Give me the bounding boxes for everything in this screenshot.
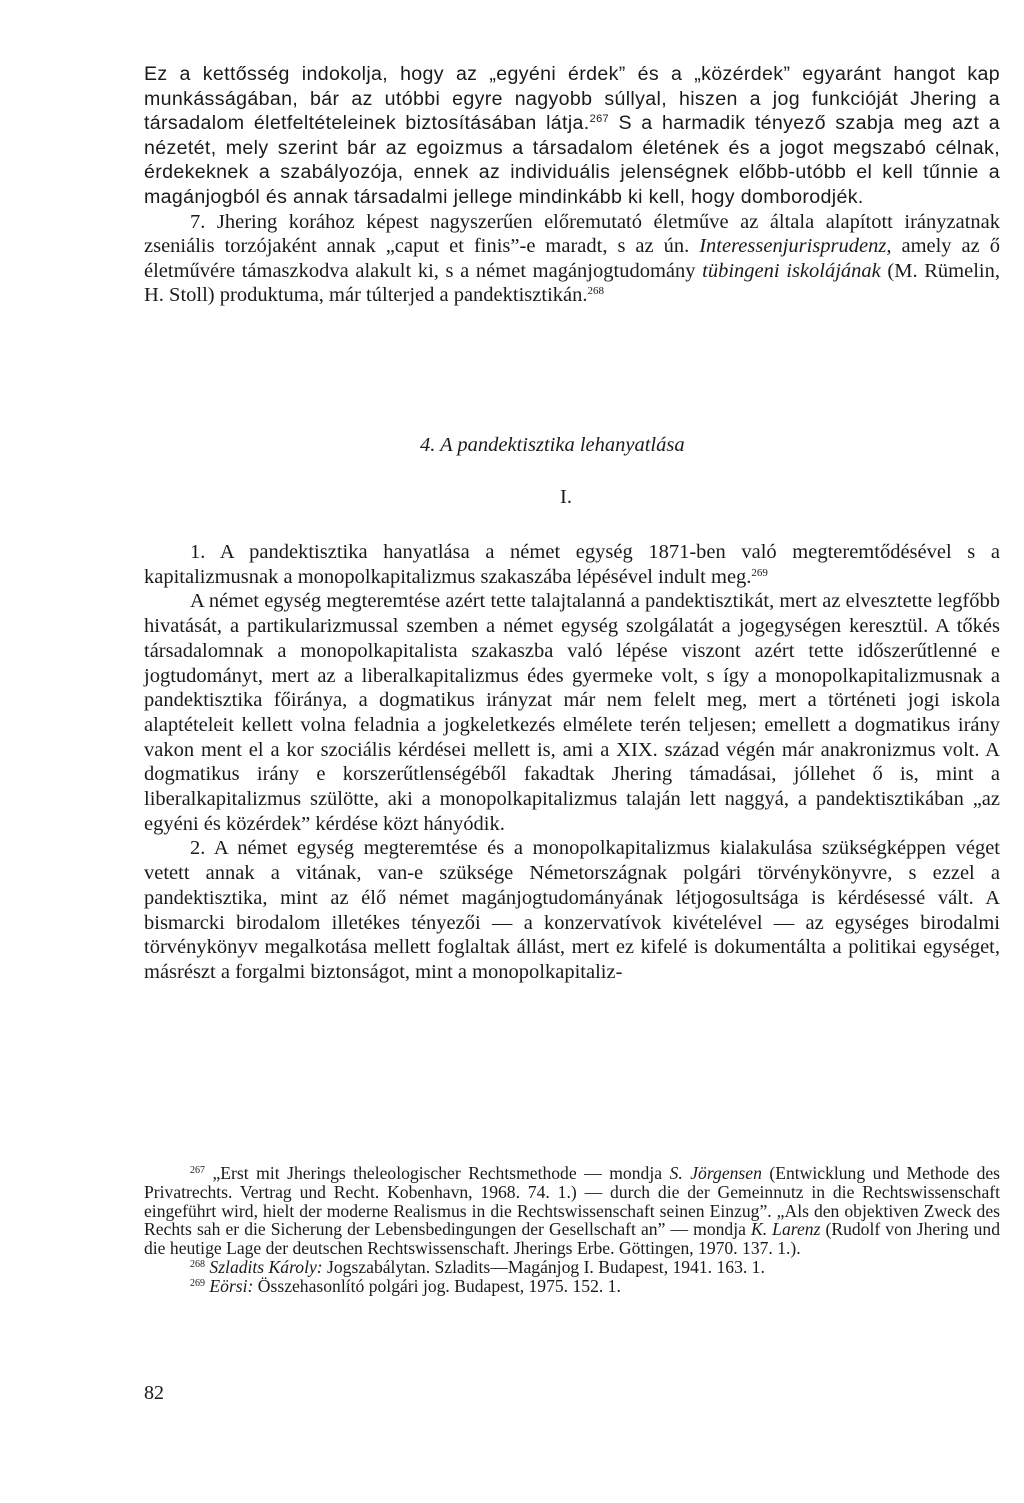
intro-text-block	[144, 62, 1000, 308]
paragraph-point-2: 2. A német egység megteremtése és a monopolkapitalizmus kialakulása szükségképpen véget vetett annak a vitának, van-e szüksége Németországnak polgári törvénykönyvre, s ezzel a pandektisztika, mint az élő német magánjogtudományának létjogosultsága is kérdésessé vált. A bismarcki birodalom illetékes tényezői — a konzervatívok kivételével — az egységes birodalmi törvénykönyv megalkotása mellett foglaltak állást, mert ez kifelé is dokumentálta a politikai egységet, másrészt a forgalmi biztonságot, mint a monopolkapitaliz-	[144, 837, 1000, 983]
footnote-number: 268	[190, 1258, 205, 1270]
footnote-269	[144, 1277, 1000, 1296]
section-text-block	[144, 540, 1000, 985]
footnote-ref-267: 267	[589, 113, 610, 126]
paragraph-text: Ez a kettősség indokolja, hogy az „egyéni érdek” és a „közérdek” egyaránt hangot kap munkásságában, bár az utóbbi egyre nagyobb súllyal, hiszen a jog funkcióját Jhering a társadalom életfeltételeinek biztosításában látja.	[144, 63, 1000, 135]
paragraph-jhering-interests	[144, 62, 1000, 210]
paragraph-text-continued: S a harmadik tényező szabja meg azt a nézetét, mely szerint bár az egoizmus a társadalom életének és a jogot megszabó célnak, érdekeknek a szabályozója, ennek az individuális jelenségnek előbb-utóbb el kell tűnnie a magánjogból és annak társadalmi jellege mindinkább ki kell, hogy domborodjék.	[144, 112, 1000, 208]
footnote-number: 267	[190, 1165, 205, 1176]
paragraph-text: 7. Jhering korához képest nagyszerűen előremutató életműve az általa alapított irányzatnak zseniális torzójaként annak „caput et finis”-e maradt, s az ún.	[144, 210, 1000, 258]
footnote-text: „Erst mit Jherings theleologischer Rechtsmethode — mondja	[205, 1163, 670, 1183]
footnote-268	[144, 1258, 1000, 1277]
footnote-author: Eörsi:	[209, 1275, 254, 1296]
footnote-author-2: K. Larenz	[750, 1219, 821, 1240]
footnote-author: Szladits Károly:	[209, 1256, 323, 1277]
paragraph-point-1	[144, 540, 1000, 589]
paragraph-text: 1. A pandektisztika hanyatlása a német egység 1871-ben való megteremtődésével s a kapitalizmusnak a monopolkapitalizmus szakaszába lépésével indult meg.	[144, 541, 1000, 588]
footnote-ref-269: 269	[751, 566, 768, 579]
footnote-author: S. Jörgensen	[669, 1163, 762, 1183]
footnote-text-continued: (Entwicklung und Methode des Privatrechts. Vertrag und Recht. Kobenhavn, 1968. 74. 1.) — durch die der Gemeinnutz in die Rechtswissenschaft eingeführt wird, hielt der moderne Realismus in die Rechtswissenschaft seinen Einzug”. „Als den objektiven Zweck des Rechts sah er die Sicherung der Lebensbedingungen der Gesellschaft an” — mondja	[144, 1163, 1001, 1240]
paragraph-point-7	[144, 210, 1000, 308]
term-interessenjurisprudenz: Interessenjurisprudenz,	[699, 235, 892, 258]
footnote-number: 269	[190, 1277, 205, 1289]
paragraph-text-continued: amely az ő életművére támaszkodva alakult ki, s a német magánjogtudomány	[144, 235, 1000, 282]
subsection-numeral: I.	[560, 486, 572, 508]
footnote-ref-268: 268	[587, 285, 604, 298]
footnote-text: Jogszabálytan. Szladits—Magánjog I. Budapest, 1941. 163. 1.	[322, 1256, 765, 1277]
footnote-267	[144, 1164, 1000, 1258]
footnote-text-end: (Rudolf von Jhering und die heutige Lage der deutschen Rechtswissenschaft. Jherings Erbe. Göttingen, 1970. 137. 1.).	[144, 1219, 1000, 1259]
footnotes	[144, 1164, 1000, 1296]
page-number: 82	[144, 1382, 164, 1404]
section-heading: 4. A pandektisztika lehanyatlása	[420, 434, 685, 456]
term-tubingen-school: tübingeni iskolájának	[702, 259, 881, 282]
footnote-text: Összehasonlító polgári jog. Budapest, 1975. 152. 1.	[253, 1275, 621, 1296]
paragraph-unity: A német egység megteremtése azért tette talajtalanná a pandektisztikát, mert az elvesztette legfőbb hivatását, a partikularizmussal szemben a német egység szolgálatát a jogegységen keresztül. A tőkés társadalomnak a monopolkapitalista szakaszba való lépése viszont azért tette időszerűtlenné e jogtudományt, mert az a liberalkapitalizmus édes gyermeke volt, s így a monopolkapitalizmusnak a pandektisztika főiránya, a dogmatikus irányzat már nem felelt meg, mert a történeti jogi iskola alaptételeit kellett volna feladnia a jogkeletkezés elmélete terén teljesen; emellett a dogmatikus irány vakon ment el a kor szociális kérdései mellett is, ami a XIX. század végén már anakronizmus volt. A dogmatikus irány e korszerűtlenségéből fakadtak Jhering támadásai, jóllehet ő is, mint a liberalkapitalizmus szülötte, aki a monopolkapitalizmus talaján lett naggyá, a pandektisztikában „az egyéni és közérdek” kérdése közt hányódik.	[144, 590, 1000, 835]
paragraph-text-end: (M. Rümelin, H. Stoll) produktuma, már túlterjed a pandektisztikán.	[144, 259, 1000, 307]
